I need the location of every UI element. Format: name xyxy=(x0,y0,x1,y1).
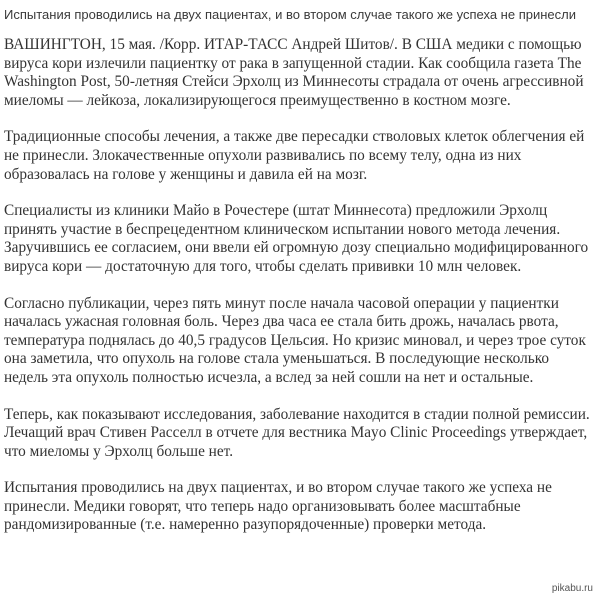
article-body xyxy=(4,36,592,535)
article-paragraph: Теперь, как показывают исследования, заболевание находится в стадии полной ремиссии. Лечащий врач Стивен Расселл в отчете для вестника Mayo Clinic Proceedings утверждает, что миеломы у Эрхолц больше нет. xyxy=(4,405,590,460)
article-paragraph: Испытания проводились на двух пациентах, и во втором случае такого же успеха не принесли. Медики говорят, что теперь надо организовывать более масштабные рандомизированные (т.е. намеренно разупорядоченные) проверки метода. xyxy=(4,479,552,534)
article-paragraph: ВАШИНГТОН, 15 мая. /Корр. ИТАР-ТАСС Андрей Шитов/. В США медики с помощью вируса кори излечили пациентку от рака в запущенной стадии. Как сообщила газета The Washington Post, 50-летняя Стейси Эрхолц из Миннесоты страдала от очень агрессивной миеломы — лейкоза, локализирующегося преимущественно в костном мозге. xyxy=(4,36,584,109)
article-paragraph: Согласно публикации, через пять минут после начала часовой операции у пациентки началась ужасная головная боль. Через два часа ее стала бить дрожь, началась рвота, температура поднялась до 40,5 градусов Цельсия. Но кризис миновал, и через трое суток она заметила, что опухоль на голове стала уменьшаться. В последующие несколько недель эта опухоль полностью исчезла, а вслед за ней сошли на нет и остальные. xyxy=(4,294,586,386)
image-caption: Испытания проводились на двух пациентах, и во втором случае такого же успеха не принесли xyxy=(4,7,576,22)
article-paragraph: Специалисты из клиники Майо в Рочестере (штат Миннесота) предложили Эрхолц принять участие в беспрецедентном клиническом испытании нового метода лечения. Заручившись ее согласием, они ввели ей огромную дозу специально модифицированного вируса кори — достаточную для того, чтобы сделать прививки 10 млн человек. xyxy=(4,202,589,275)
source-watermark: pikabu.ru xyxy=(549,582,596,596)
article-paragraph: Традиционные способы лечения, а также две пересадки стволовых клеток облегчения ей не принесли. Злокачественные опухоли развивались по всему телу, одна из них образовалась на голове у женщины и давила ей на мозг. xyxy=(4,128,585,183)
